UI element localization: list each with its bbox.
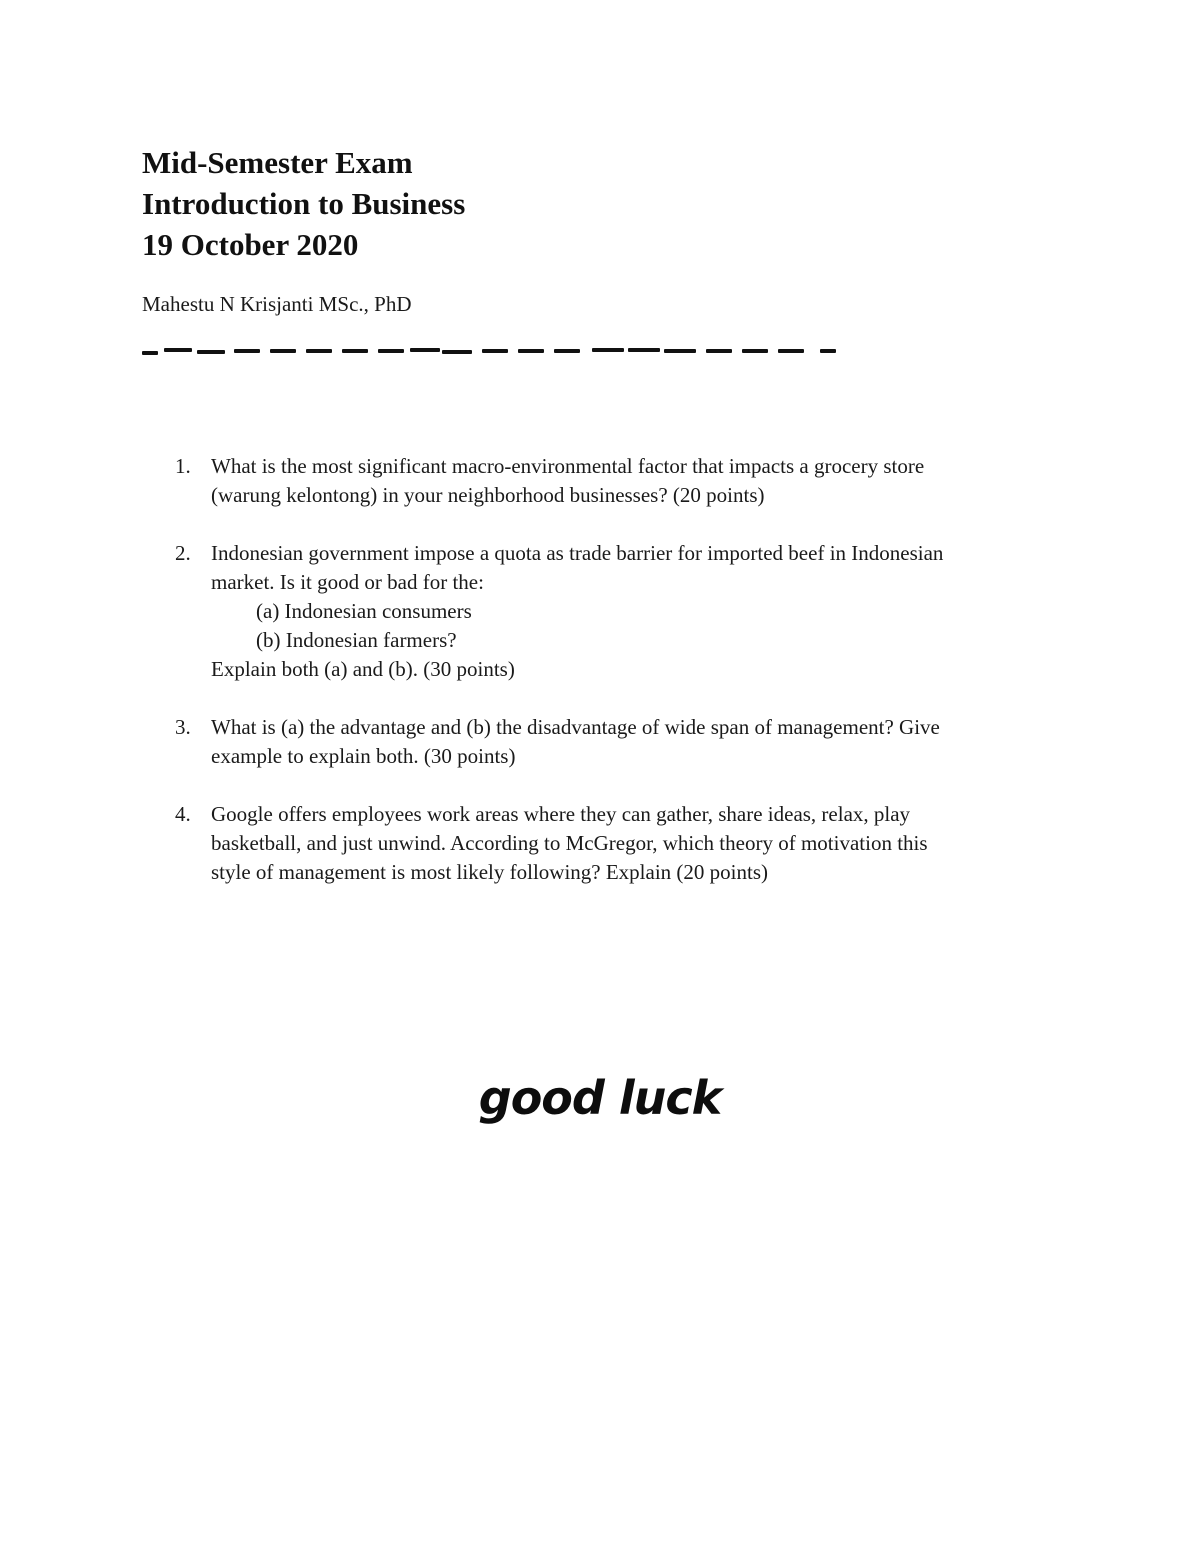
question-line: What is the most significant macro-environmental factor that impacts a grocery store	[211, 454, 925, 478]
good-luck-text: good luck	[478, 1071, 722, 1125]
question-1	[0, 452, 1200, 510]
question-text	[211, 713, 1041, 771]
question-line: basketball, and just unwind. According to McGregor, which theory of motivation this	[211, 831, 928, 855]
question-text	[211, 452, 1041, 510]
question-number: 4.	[175, 802, 191, 826]
divider-dash	[410, 348, 440, 352]
divider-dash	[306, 349, 332, 353]
question-text	[211, 800, 1041, 887]
divider-dash	[628, 348, 660, 352]
divider-dash	[482, 349, 508, 353]
divider-dash	[554, 349, 580, 353]
exam-title-block	[142, 142, 465, 265]
question-text	[211, 539, 1041, 684]
exam-title: Mid-Semester Exam	[142, 145, 413, 180]
divider-dash	[270, 349, 296, 353]
question-number: 3.	[175, 715, 191, 739]
divider-dash	[742, 349, 768, 353]
question-number: 2.	[175, 541, 191, 565]
divider-dash	[820, 349, 836, 353]
question-list	[0, 452, 1200, 916]
question-line: (warung kelontong) in your neighborhood businesses? (20 points)	[211, 483, 765, 507]
divider-dash	[378, 349, 404, 353]
question-line: Indonesian government impose a quota as trade barrier for imported beef in Indonesian	[211, 541, 944, 565]
question-2	[0, 539, 1200, 684]
divider-dash	[706, 349, 732, 353]
divider-dash	[518, 349, 544, 353]
dashed-divider	[142, 343, 842, 359]
divider-dash	[142, 351, 158, 355]
question-number: 1.	[175, 454, 191, 478]
author-name: Mahestu N Krisjanti MSc., PhD	[142, 292, 412, 316]
exam-date: 19 October 2020	[142, 227, 359, 262]
divider-dash	[664, 349, 696, 353]
question-sub-item: (b) Indonesian farmers?	[256, 628, 457, 652]
divider-dash	[778, 349, 804, 353]
question-4	[0, 800, 1200, 887]
divider-dash	[442, 350, 472, 354]
divider-dash	[592, 348, 624, 352]
question-line: Google offers employees work areas where they can gather, share ideas, relax, play	[211, 802, 911, 826]
divider-dash	[197, 350, 225, 354]
question-line: Explain both (a) and (b). (30 points)	[211, 657, 515, 681]
question-sub-item: (a) Indonesian consumers	[256, 599, 472, 623]
course-name: Introduction to Business	[142, 186, 466, 221]
divider-dash	[234, 349, 260, 353]
question-line: What is (a) the advantage and (b) the disadvantage of wide span of management? Give	[211, 715, 940, 739]
question-line: market. Is it good or bad for the:	[211, 570, 484, 594]
divider-dash	[342, 349, 368, 353]
question-line: example to explain both. (30 points)	[211, 744, 516, 768]
divider-dash	[164, 348, 192, 352]
question-3	[0, 713, 1200, 771]
question-line: style of management is most likely following? Explain (20 points)	[211, 860, 768, 884]
